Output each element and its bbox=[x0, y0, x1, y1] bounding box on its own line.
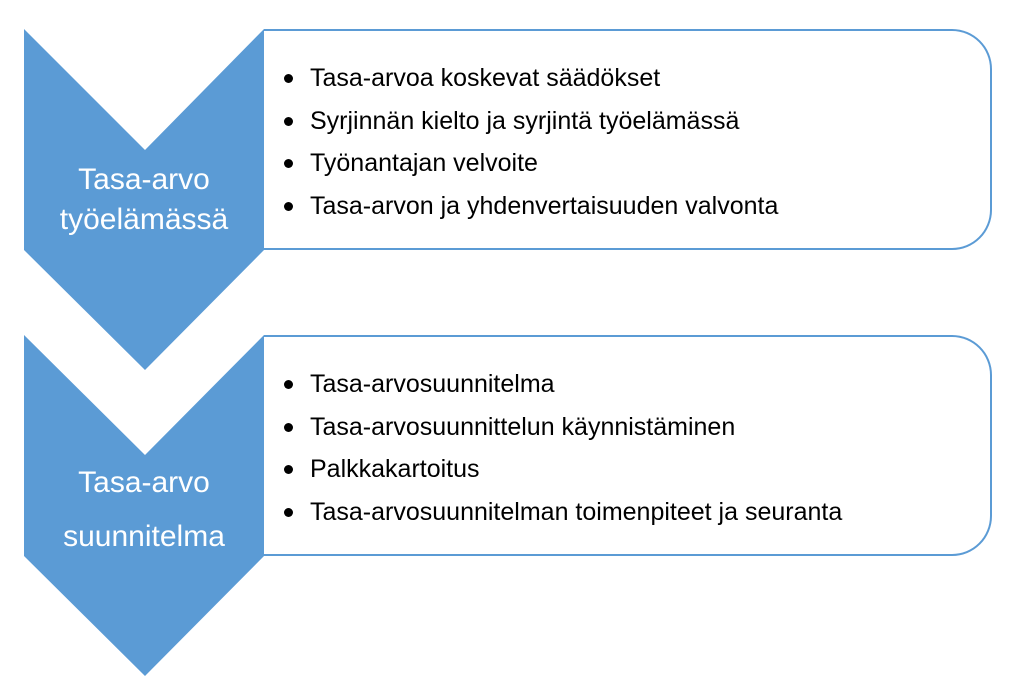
step-1-label bbox=[24, 160, 264, 240]
bullet-text: Syrjinnän kielto ja syrjintä työelämässä bbox=[310, 106, 740, 135]
bullet-item bbox=[280, 57, 982, 100]
bullet-dot-icon bbox=[284, 202, 293, 211]
bullet-dot-icon bbox=[284, 159, 293, 168]
bullet-dot-icon bbox=[284, 74, 293, 83]
bullet-item bbox=[280, 363, 982, 406]
bullet-text: Tasa-arvosuunnittelun käynnistäminen bbox=[310, 412, 736, 441]
step-1-label-line1: Tasa-arvo bbox=[78, 163, 210, 196]
bullet-text: Tasa-arvoa koskevat säädökset bbox=[310, 64, 661, 92]
step-1-bullet-list bbox=[280, 57, 982, 227]
bullet-dot-icon bbox=[284, 508, 293, 517]
bullet-text: Työnantajan velvoite bbox=[310, 149, 538, 177]
bullet-dot-icon bbox=[284, 117, 293, 126]
bullet-item bbox=[280, 185, 982, 228]
step-1-panel bbox=[264, 29, 992, 250]
step-2-label bbox=[24, 456, 264, 564]
bullet-item bbox=[280, 491, 982, 534]
bullet-dot-icon bbox=[284, 380, 293, 389]
bullet-text: Tasa-arvosuunnitelma bbox=[310, 370, 555, 398]
step-2-panel bbox=[264, 335, 992, 556]
step-2-bullet-list bbox=[280, 363, 982, 533]
step-2-label-line2: suunnitelma bbox=[63, 520, 225, 553]
bullet-item bbox=[280, 100, 982, 143]
bullet-item bbox=[280, 142, 982, 185]
step-2-label-line1: Tasa-arvo bbox=[78, 466, 210, 499]
bullet-item bbox=[280, 406, 982, 449]
bullet-dot-icon bbox=[284, 423, 293, 432]
step-1-label-line2: työelämässä bbox=[59, 203, 229, 236]
bullet-text: Palkkakartoitus bbox=[310, 455, 480, 483]
bullet-text: Tasa-arvon ja yhdenvertaisuuden valvonta bbox=[310, 191, 779, 220]
bullet-item bbox=[280, 448, 982, 491]
bullet-dot-icon bbox=[284, 465, 293, 474]
bullet-text: Tasa-arvosuunnitelman toimenpiteet ja seuranta bbox=[310, 497, 843, 526]
